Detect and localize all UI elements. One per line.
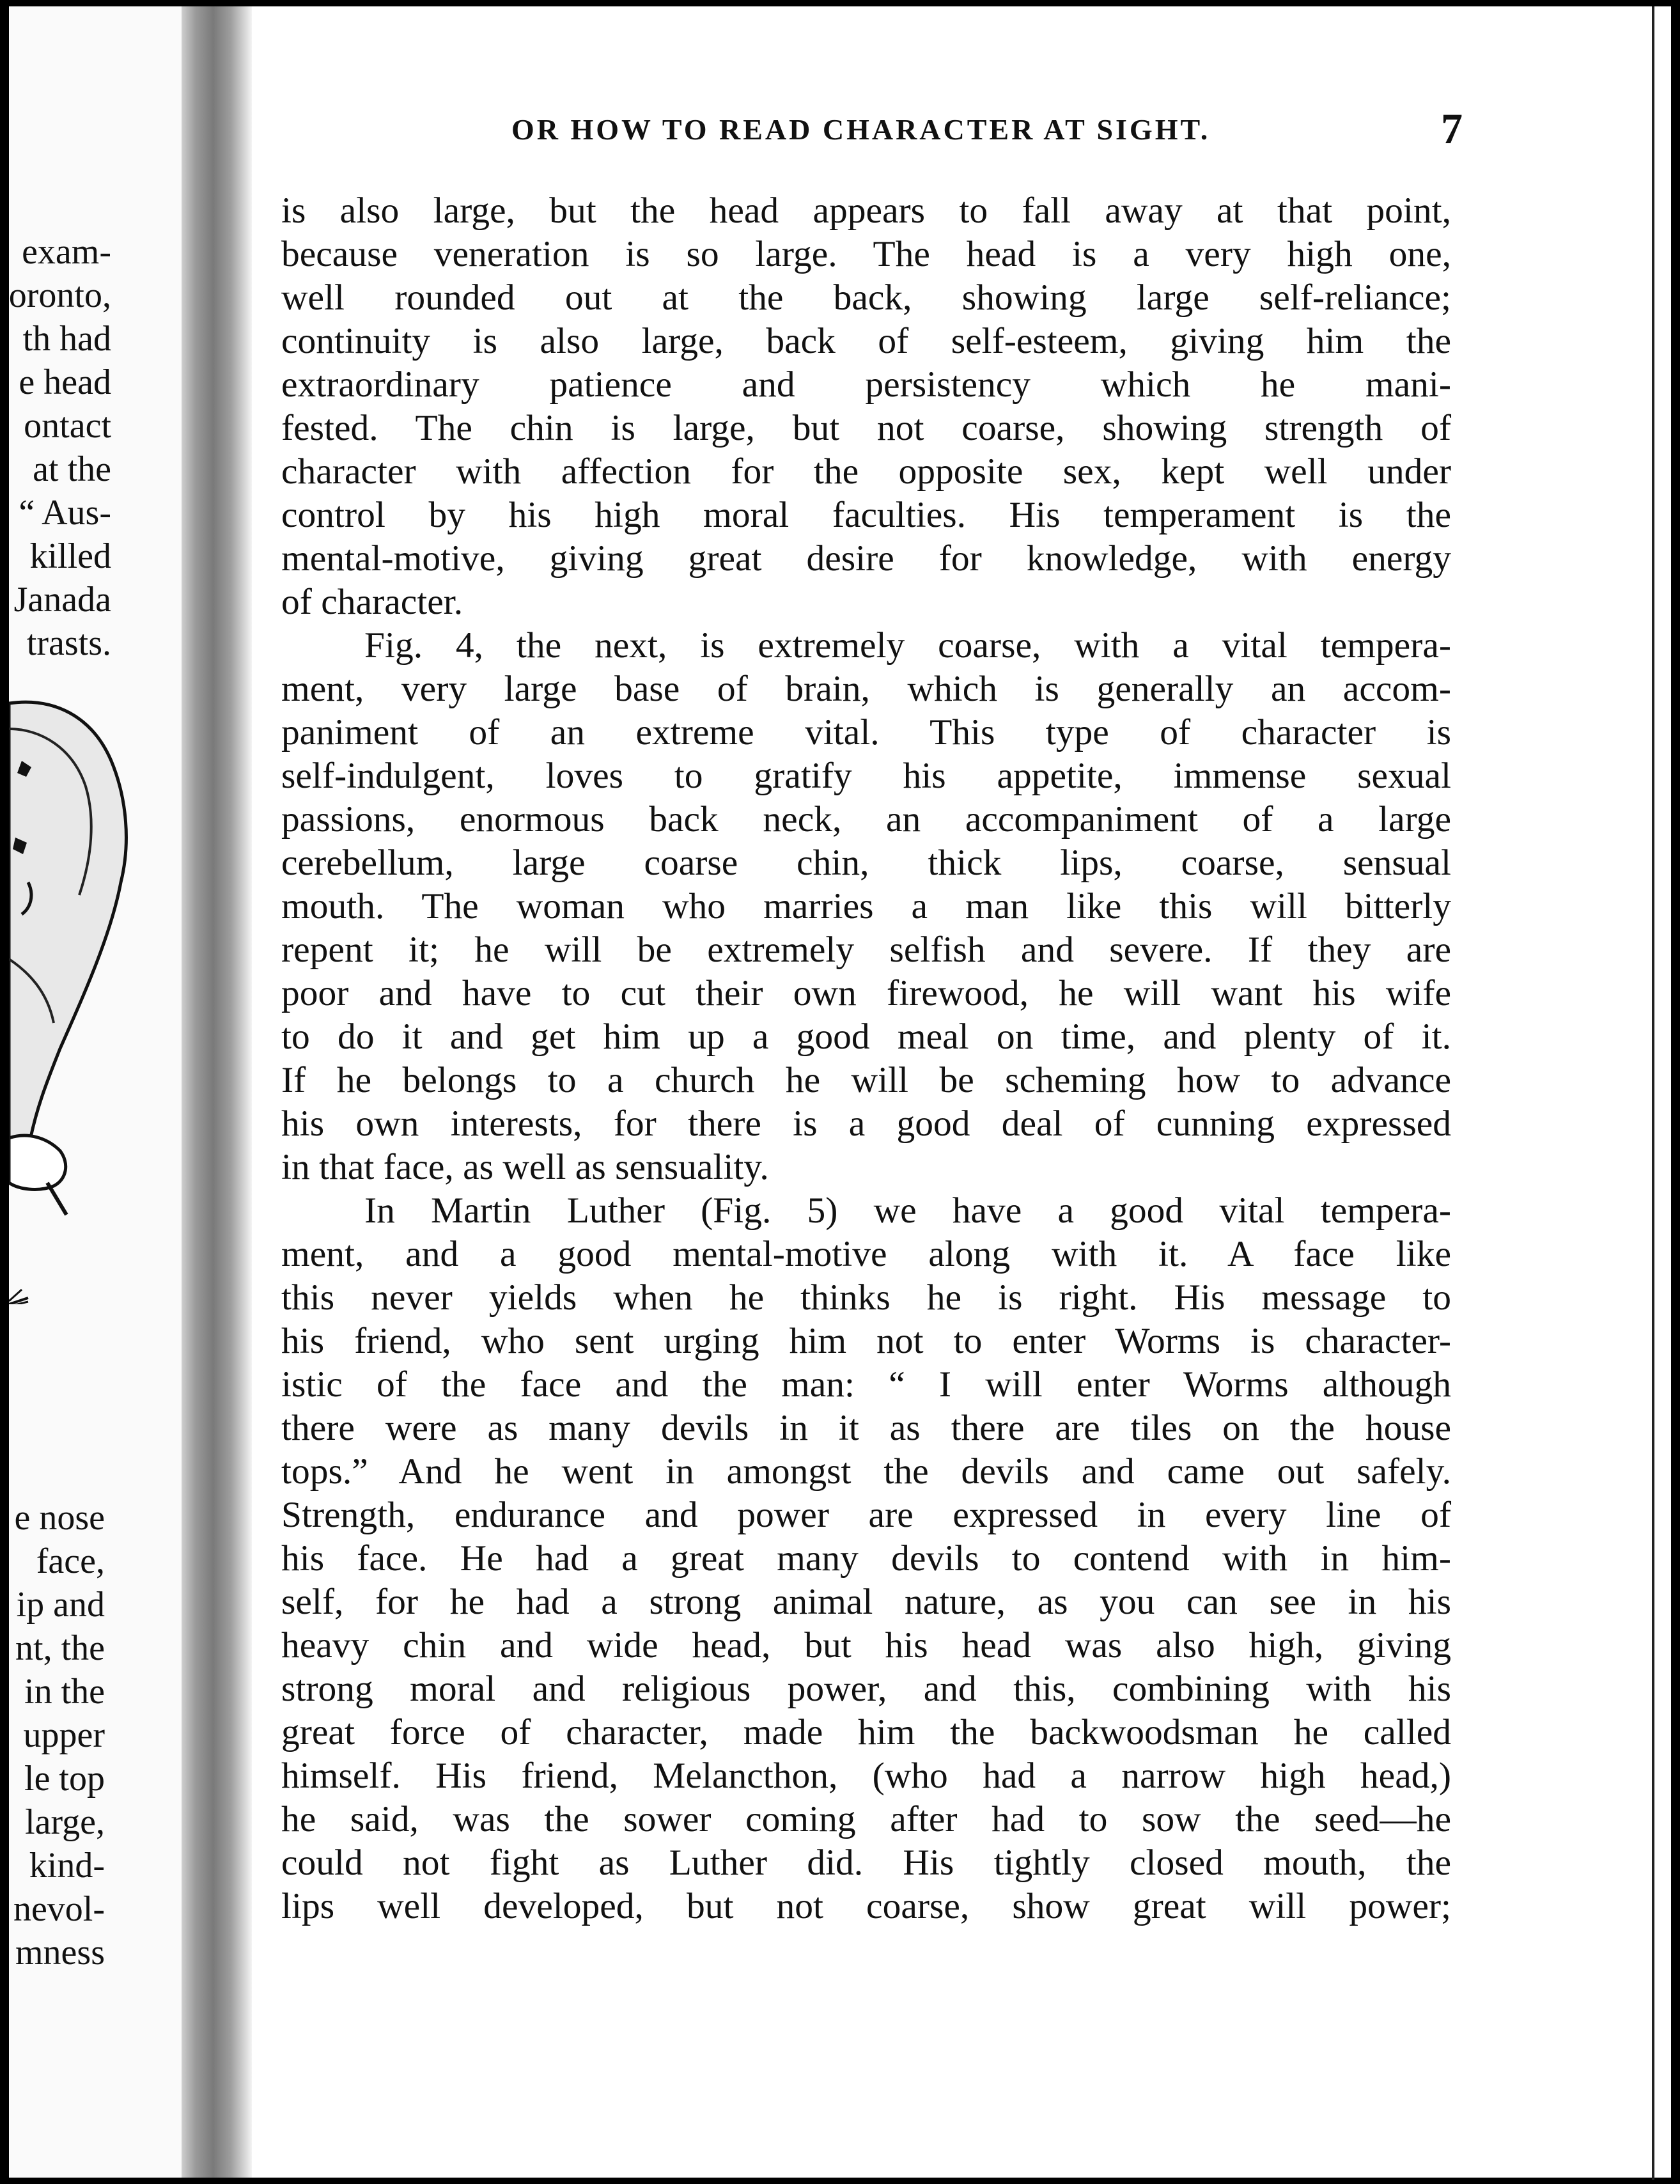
body-text xyxy=(281,189,1451,1928)
facing-line: killed xyxy=(29,536,111,576)
text-line: istic of the face and the man: “ I will enter Worms although xyxy=(281,1364,1451,1405)
text-line: there were as many devils in it as there are tiles on the house xyxy=(281,1408,1451,1448)
text-line: In Martin Luther (Fig. 5) we have a good vital tempera- xyxy=(364,1190,1451,1231)
text-line: extraordinary patience and persistency which he mani- xyxy=(281,364,1451,405)
page-edge-line xyxy=(1652,6,1654,2180)
facing-line: ip and xyxy=(16,1585,105,1625)
book-gutter-shadow xyxy=(182,6,252,2178)
text-line: mouth. The woman who marries a man like this will bitterly xyxy=(281,886,1451,926)
text-line: could not fight as Luther did. His tightly closed mouth, the xyxy=(281,1843,1451,1883)
facing-line: nevol- xyxy=(13,1889,105,1929)
text-line: of character. xyxy=(281,582,463,622)
text-line: Fig. 4, the next, is extremely coarse, with a vital tempera- xyxy=(364,625,1451,666)
text-line: well rounded out at the back, showing large self-reliance; xyxy=(281,277,1451,318)
facing-line: upper xyxy=(23,1715,105,1755)
facing-line: le top xyxy=(24,1759,105,1798)
text-line: his own interests, for there is a good deal of cunning expressed xyxy=(281,1104,1451,1144)
facing-line: in the xyxy=(24,1672,105,1712)
text-line: his friend, who sent urging him not to enter Worms is character- xyxy=(281,1321,1451,1361)
text-line: passions, enormous back neck, an accompaniment of a large xyxy=(281,799,1451,839)
text-line: is also large, but the head appears to fall away at that point, xyxy=(281,191,1451,231)
scan-border-left xyxy=(0,0,9,2184)
text-line: character with affection for the opposite sex, kept well under xyxy=(281,451,1451,492)
text-line: his face. He had a great many devils to contend with in him- xyxy=(281,1538,1451,1579)
facing-line: ontact xyxy=(24,406,111,446)
facing-line: e head xyxy=(19,363,111,402)
text-line: to do it and get him up a good meal on time, and plenty of it. xyxy=(281,1017,1451,1057)
text-line: himself. His friend, Melancthon, (who had a narrow high head,) xyxy=(281,1756,1451,1796)
text-line: because veneration is so large. The head is a very high one, xyxy=(281,234,1451,274)
text-line: paniment of an extreme vital. This type of character is xyxy=(281,712,1451,753)
facing-page xyxy=(9,6,182,2178)
facing-line: trasts. xyxy=(26,623,111,663)
text-line: heavy chin and wide head, but his head was also high, giving xyxy=(281,1625,1451,1665)
facing-line: oronto, xyxy=(9,276,111,315)
text-line: ment, very large base of brain, which is generally an accom- xyxy=(281,669,1451,709)
text-line: ment, and a good mental-motive along with it. A face like xyxy=(281,1234,1451,1274)
facing-line: large, xyxy=(25,1802,105,1842)
text-line: this never yields when he thinks he is right. His message to xyxy=(281,1277,1451,1318)
text-line: mental-motive, giving great desire for knowledge, with energy xyxy=(281,538,1451,579)
text-line: Strength, endurance and power are expressed in every line of xyxy=(281,1495,1451,1535)
text-line: control by his high moral faculties. His temperament is the xyxy=(281,495,1451,535)
facing-line: at the xyxy=(33,449,111,489)
scan-border-right xyxy=(1671,0,1680,2184)
text-line: continuity is also large, back of self-esteem, giving him the xyxy=(281,321,1451,361)
page-number: 7 xyxy=(1441,104,1463,153)
running-head: OR HOW TO READ CHARACTER AT SIGHT. xyxy=(511,113,1211,146)
text-line: great force of character, made him the backwoodsman he called xyxy=(281,1712,1451,1752)
text-line: If he belongs to a church he will be scheming how to advance xyxy=(281,1060,1451,1100)
facing-line: kind- xyxy=(29,1846,105,1885)
scan-border-bottom xyxy=(0,2178,1680,2184)
text-line: self-indulgent, loves to gratify his appetite, immense sexual xyxy=(281,756,1451,796)
facing-line: e nose xyxy=(14,1498,105,1538)
text-line: strong moral and religious power, and this, combining with his xyxy=(281,1669,1451,1709)
engraving-figure-fragment xyxy=(9,690,182,1304)
facing-line: face, xyxy=(36,1541,105,1581)
text-line: cerebellum, large coarse chin, thick lips, coarse, sensual xyxy=(281,843,1451,883)
facing-line: nt, the xyxy=(15,1628,105,1668)
facing-line: th had xyxy=(22,319,111,359)
facing-line: “ Aus- xyxy=(19,493,111,533)
facing-line: Janada xyxy=(13,580,111,620)
text-line: repent it; he will be extremely selfish and severe. If they are xyxy=(281,930,1451,970)
facing-line: mness xyxy=(15,1933,105,1972)
facing-line: exam- xyxy=(22,232,111,272)
text-line: lips well developed, but not coarse, show great will power; xyxy=(281,1886,1451,1926)
text-line: he said, was the sower coming after had to sow the seed—he xyxy=(281,1799,1451,1839)
text-line: self, for he had a strong animal nature, as you can see in his xyxy=(281,1582,1451,1622)
text-line: fested. The chin is large, but not coarse, showing strength of xyxy=(281,408,1451,448)
text-line: tops.” And he went in amongst the devils and came out safely. xyxy=(281,1451,1451,1492)
text-line: poor and have to cut their own firewood, he will want his wife xyxy=(281,973,1451,1013)
text-line: in that face, as well as sensuality. xyxy=(281,1147,769,1187)
scan-border-top xyxy=(0,0,1680,6)
